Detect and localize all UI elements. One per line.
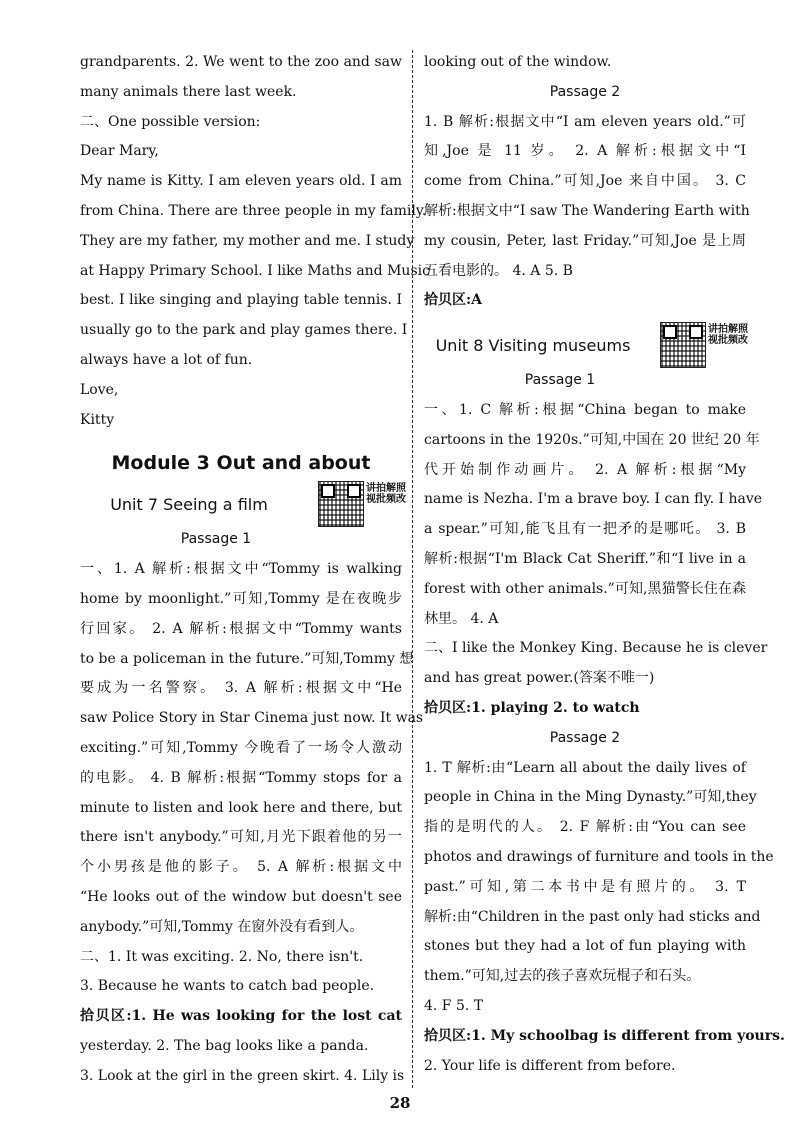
passage-heading: Passage 2 <box>549 729 621 746</box>
text-line: My name is Kitty. I am eleven years old. I am <box>80 173 402 190</box>
text-line: 二、One possible version: <box>80 113 261 130</box>
text-line: Love, <box>80 381 119 398</box>
text-line: saw Police Story in Star Cinema just now. It was <box>80 710 424 727</box>
text-line: 代开始制作动画片。 2. A 解析:根据“My <box>424 461 746 478</box>
text-line: 个小男孩是他的影子。 5. A 解析:根据文中 <box>80 859 402 876</box>
text-line: name is Nezha. I'm a brave boy. I can fly. I have <box>424 491 763 508</box>
text-line: 拾贝区:A <box>424 292 483 309</box>
qr-code-icon <box>318 481 364 527</box>
text-line: looking out of the window. <box>424 54 612 70</box>
text-line: 2. Your life is different from before. <box>424 1057 676 1074</box>
text-line: 指的是明代的人。 2. F 解析:由“You can see <box>424 819 746 836</box>
text-line: 行回家。 2. A 解析:根据文中“Tommy wants <box>80 620 402 637</box>
text-line: grandparents. 2. We went to the zoo and saw <box>80 54 402 70</box>
qr-code-icon <box>660 322 706 368</box>
text-line: 二、1. It was exciting. 2. No, there isn't. <box>80 948 364 965</box>
text-line: them.”可知,过去的孩子喜欢玩棍子和石头。 <box>424 968 701 985</box>
text-line: a spear.”可知,能飞且有一把矛的是哪吒。 3. B <box>424 521 746 538</box>
text-line: anybody.”可知,Tommy 在窗外没有看到人。 <box>80 918 364 935</box>
text-line: 要成为一名警察。 3. A 解析:根据文中“He <box>80 680 402 697</box>
left-column <box>80 48 430 1092</box>
text-line: 解析:由“Children in the past only had sticks and <box>424 908 761 925</box>
text-line: 3. Look at the girl in the green skirt. 4. Lily is <box>80 1067 405 1084</box>
text-line: 一、1. C 解析:根据“China began to make <box>424 401 746 418</box>
passage-heading: Passage 1 <box>180 531 252 548</box>
passage-heading: Passage 1 <box>524 372 596 389</box>
text-line: home by moonlight.”可知,Tommy 是在夜晚步 <box>80 590 402 607</box>
text-line: 一、1. A 解析:根据文中“Tommy is walking <box>80 561 402 578</box>
text-line: 知,Joe 是 11 岁。 2. A 解析:根据文中“I <box>424 143 746 160</box>
text-line: photos and drawings of furniture and tools in the <box>424 848 774 865</box>
unit-7-title: Unit 7 Seeing a film <box>110 495 268 515</box>
text-line: to be a policeman in the future.”可知,Tommy 想 <box>80 650 414 667</box>
right-column <box>424 48 785 1081</box>
text-line: “He looks out of the window but doesn't see <box>80 888 402 905</box>
text-line: 拾贝区:1. He was looking for the lost cat <box>80 1008 402 1025</box>
text-line: from China. There are three people in my family. <box>80 202 427 219</box>
text-line: at Happy Primary School. I like Maths and Music <box>80 262 430 279</box>
text-line: always have a lot of fun. <box>80 351 253 368</box>
text-line: come from China.”可知,Joe 来自中国。 3. C <box>424 173 746 190</box>
text-line: yesterday. 2. The bag looks like a panda. <box>80 1037 369 1054</box>
text-line: usually go to the park and play games there. I <box>80 322 408 339</box>
text-line: 1. T 解析:由“Learn all about the daily lives of <box>424 759 746 776</box>
text-line: exciting.”可知,Tommy 今晚看了一场令人激动 <box>80 739 402 756</box>
text-line: 4. F 5. T <box>424 997 484 1014</box>
text-line: 拾贝区:1. playing 2. to watch <box>424 699 640 716</box>
text-line: there isn't anybody.”可知,月光下跟着他的另一 <box>80 829 402 846</box>
text-line: 的电影。 4. B 解析:根据“Tommy stops for a <box>80 769 402 786</box>
text-line: They are my father, my mother and me. I study <box>80 232 415 249</box>
unit-8-header <box>424 326 746 366</box>
text-line: 1. B 解析:根据文中“I am eleven years old.”可 <box>424 113 746 130</box>
text-line: past.”可知,第二本书中是有照片的。 3. T <box>424 878 746 895</box>
text-line: many animals there last week. <box>80 83 297 100</box>
text-line: best. I like singing and playing table tennis. I <box>80 292 402 309</box>
text-line: 拾贝区:1. My schoolbag is different from yours. <box>424 1027 785 1044</box>
text-line: stones but they had a lot of fun playing with <box>424 938 746 955</box>
qr-caption: 讲拍解照视批频改 <box>708 324 748 347</box>
text-line: Kitty <box>80 411 115 428</box>
unit-7-header <box>80 483 406 525</box>
text-line: 二、I like the Monkey King. Because he is clever <box>424 640 768 657</box>
text-line: 林里。 4. A <box>424 610 499 627</box>
module-title: Module 3 Out and about <box>111 452 371 475</box>
page-number: 28 <box>389 1094 411 1112</box>
passage-heading: Passage 2 <box>549 83 621 100</box>
text-line: 五看电影的。 4. A 5. B <box>424 262 573 279</box>
text-line: 3. Because he wants to catch bad people. <box>80 978 375 995</box>
text-line: people in China in the Ming Dynasty.”可知,they <box>424 789 757 806</box>
text-line: my cousin, Peter, last Friday.”可知,Joe 是上周 <box>424 232 746 249</box>
text-line: Dear Mary, <box>80 143 159 160</box>
text-line: and has great power.(答案不唯一) <box>424 670 655 687</box>
unit-8-title: Unit 8 Visiting museums <box>435 336 631 356</box>
text-line: cartoons in the 1920s.”可知,中国在 20 世纪 20 年 <box>424 431 760 448</box>
text-line: forest with other animals.”可知,黑猫警长住在森 <box>424 580 746 597</box>
text-line: 解析:根据“I'm Black Cat Sheriff.”和“I live in a <box>424 550 746 567</box>
text-line: minute to listen and look here and there, but <box>80 799 402 816</box>
qr-caption: 讲拍解照视批频改 <box>366 483 406 506</box>
text-line: 解析:根据文中“I saw The Wandering Earth with <box>424 202 750 219</box>
